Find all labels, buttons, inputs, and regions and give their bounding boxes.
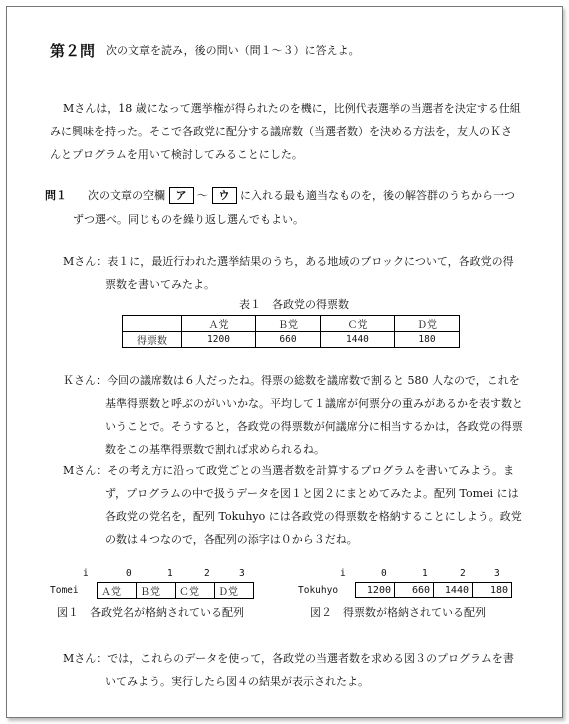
fig2-index-1: 1	[422, 568, 428, 579]
fig1-caption: 図１ 各政党名が格納されている配列	[57, 606, 244, 619]
tomei-cell-2: Ｃ党	[176, 583, 215, 599]
tokuhyo-array	[355, 582, 512, 598]
header-instruction: 次の文章を読み，後の問い（問１～３）に答えよ。	[106, 44, 360, 57]
table-row-votes	[123, 332, 460, 348]
votes-table	[122, 315, 460, 348]
fig1-index-2: 2	[204, 568, 210, 579]
m-san-3-line-1: Mさん：では，これらのデータを使って，各政党の当選者数を求める図３のプログラムを書	[63, 652, 514, 665]
tokuhyo-cell-2: 1440	[434, 583, 473, 598]
m-san-2-line-3: 各政党の党名を，配列 Tokuhyo には各政党の得票数を格納することにしよう。政党	[105, 510, 522, 523]
fig1-index-0: 0	[126, 568, 132, 579]
votes-party-b: 660	[255, 332, 320, 348]
votes-party-d: 180	[394, 332, 459, 348]
table-header-party-d: Ｄ党	[394, 316, 459, 332]
fig2-index-3: 3	[494, 568, 500, 579]
fig2-index-label: i	[340, 568, 346, 579]
fig1-array-name: Tomei	[50, 585, 79, 596]
k-san-line-4: 数をこの基準得票数で割れば求められるね。	[105, 443, 325, 456]
tokuhyo-cell-0: 1200	[356, 583, 395, 598]
table-corner-cell	[123, 316, 182, 332]
k-san-line-3: いうことで。そうすると，各政党の得票数が何議席分に相当するかは，各政党の得票	[105, 420, 523, 433]
table-header-party-b: Ｂ党	[255, 316, 320, 332]
intro-line-1: Mさんは，18 歳になって選挙権が得られたのを機に，比例代表選挙の当選者を決定する仕組	[63, 102, 521, 115]
m-san-2-line-2: ず，プログラムの中で扱うデータを図１と図２にまとめてみたよ。配列 Tomei には	[105, 487, 519, 500]
tomei-cell-3: Ｄ党	[215, 583, 254, 599]
table-header-party-c: Ｃ党	[320, 316, 394, 332]
fig1-index-1: 1	[167, 568, 173, 579]
table-header-row	[123, 316, 460, 332]
blank-box-u: ウ	[212, 187, 237, 204]
question-1-rest: に入れる最も適当なものを，後の解答群のうちから一つ	[240, 189, 515, 202]
m-san-3-line-2: いてみよう。実行したら図４の結果が表示されたよ。	[105, 675, 369, 688]
table-1-caption: 表１ 各政党の得票数	[239, 298, 349, 311]
tilde: ～	[197, 189, 208, 202]
fig1-index-3: 3	[239, 568, 245, 579]
question-number: 第２問	[50, 42, 96, 60]
votes-party-a: 1200	[182, 332, 256, 348]
fig2-caption: 図２ 得票数が格納されている配列	[310, 606, 486, 619]
votes-party-c: 1440	[320, 332, 394, 348]
tokuhyo-cell-1: 660	[395, 583, 434, 598]
tomei-array	[97, 582, 254, 599]
fig2-index-2: 2	[460, 568, 466, 579]
m-san-2-line-1: Mさん：その考え方に沿って政党ごとの当選者数を計算するプログラムを書いてみよう。ま	[63, 464, 515, 477]
tokuhyo-cell-3: 180	[473, 583, 512, 598]
intro-line-3: んとプログラムを用いて検討してみることにした。	[50, 148, 303, 161]
tomei-cell-1: Ｂ党	[137, 583, 176, 599]
intro-line-2: みに興味を持った。そこで各政党に配分する議席数（当選者数）を決める方法を，友人のＫさ	[50, 125, 512, 138]
m-san-1-line-2: 票数を書いてみたよ。	[105, 278, 215, 291]
page-frame	[6, 6, 563, 718]
m-san-1-line-1: Mさん：表１に，最近行われた選挙結果のうち，ある地域のブロックについて，各政党の得	[63, 255, 514, 268]
question-1-label: 問１	[45, 189, 67, 202]
table-row-label: 得票数	[123, 332, 182, 348]
question-1-lead: 次の文章の空欄	[88, 189, 165, 202]
k-san-line-2: 基準得票数と呼ぶのがいいかな。平均して１議席が何票分の重みがあるかを表す数と	[105, 397, 523, 410]
question-1-line-2: ずつ選べ。同じものを繰り返し選んでもよい。	[73, 213, 304, 226]
m-san-2-line-4: の数は４つなので，各配列の添字は０から３だね。	[105, 533, 358, 546]
blank-box-a: ア	[169, 187, 194, 204]
fig2-index-0: 0	[381, 568, 387, 579]
fig2-array-name: Tokuhyo	[298, 585, 339, 596]
question-1-line-1	[45, 187, 515, 204]
tomei-cell-0: Ａ党	[98, 583, 137, 599]
k-san-line-1: Ｋさん：今回の議席数は６人だったね。得票の総数を議席数で割ると 580 人なので，これを	[63, 374, 520, 387]
fig1-index-label: i	[83, 568, 89, 579]
table-header-party-a: Ａ党	[182, 316, 256, 332]
